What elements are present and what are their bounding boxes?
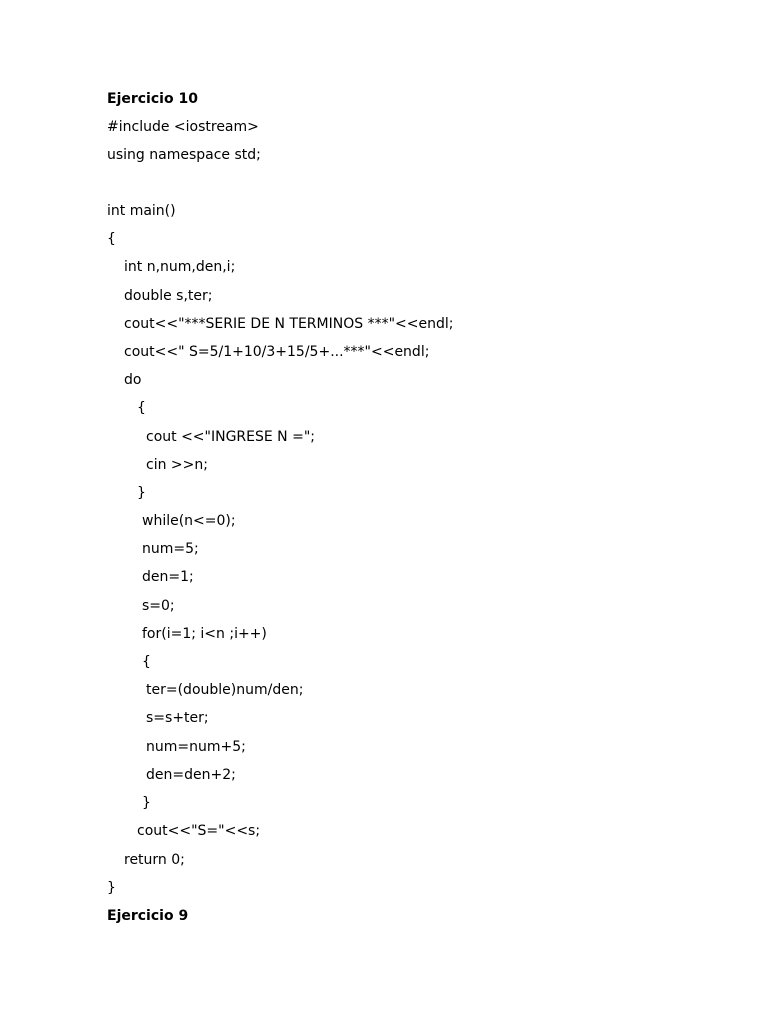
code-line: } xyxy=(137,485,146,501)
code-line: int n,num,den,i; xyxy=(124,259,236,275)
code-line: num=5; xyxy=(142,541,199,557)
code-line: cin >>n; xyxy=(146,457,208,473)
code-line: ter=(double)num/den; xyxy=(146,682,304,698)
code-line: for(i=1; i<n ;i++) xyxy=(142,626,267,642)
section-heading: Ejercicio 10 xyxy=(107,91,198,107)
code-line: cout<<"***SERIE DE N TERMINOS ***"<<endl; xyxy=(124,316,454,332)
code-line: while(n<=0); xyxy=(142,513,236,529)
code-line: { xyxy=(137,400,146,416)
code-line: { xyxy=(142,654,151,670)
code-line: } xyxy=(142,795,151,811)
code-line: using namespace std; xyxy=(107,147,261,163)
code-line: double s,ter; xyxy=(124,288,213,304)
code-line: den=1; xyxy=(142,569,194,585)
code-line: return 0; xyxy=(124,852,185,868)
code-line: #include <iostream> xyxy=(107,119,259,135)
code-line: num=num+5; xyxy=(146,739,246,755)
section-heading: Ejercicio 9 xyxy=(107,908,189,924)
code-line: cout<<"S="<<s; xyxy=(137,823,261,839)
code-line: s=0; xyxy=(142,598,175,614)
code-line: cout <<"INGRESE N ="; xyxy=(146,429,315,445)
code-line: den=den+2; xyxy=(146,767,236,783)
code-line: do xyxy=(124,372,142,388)
code-line: cout<<" S=5/1+10/3+15/5+...***"<<endl; xyxy=(124,344,430,360)
code-line: { xyxy=(107,231,116,247)
code-line: s=s+ter; xyxy=(146,710,209,726)
code-line: int main() xyxy=(107,203,176,219)
code-line: } xyxy=(107,880,116,896)
